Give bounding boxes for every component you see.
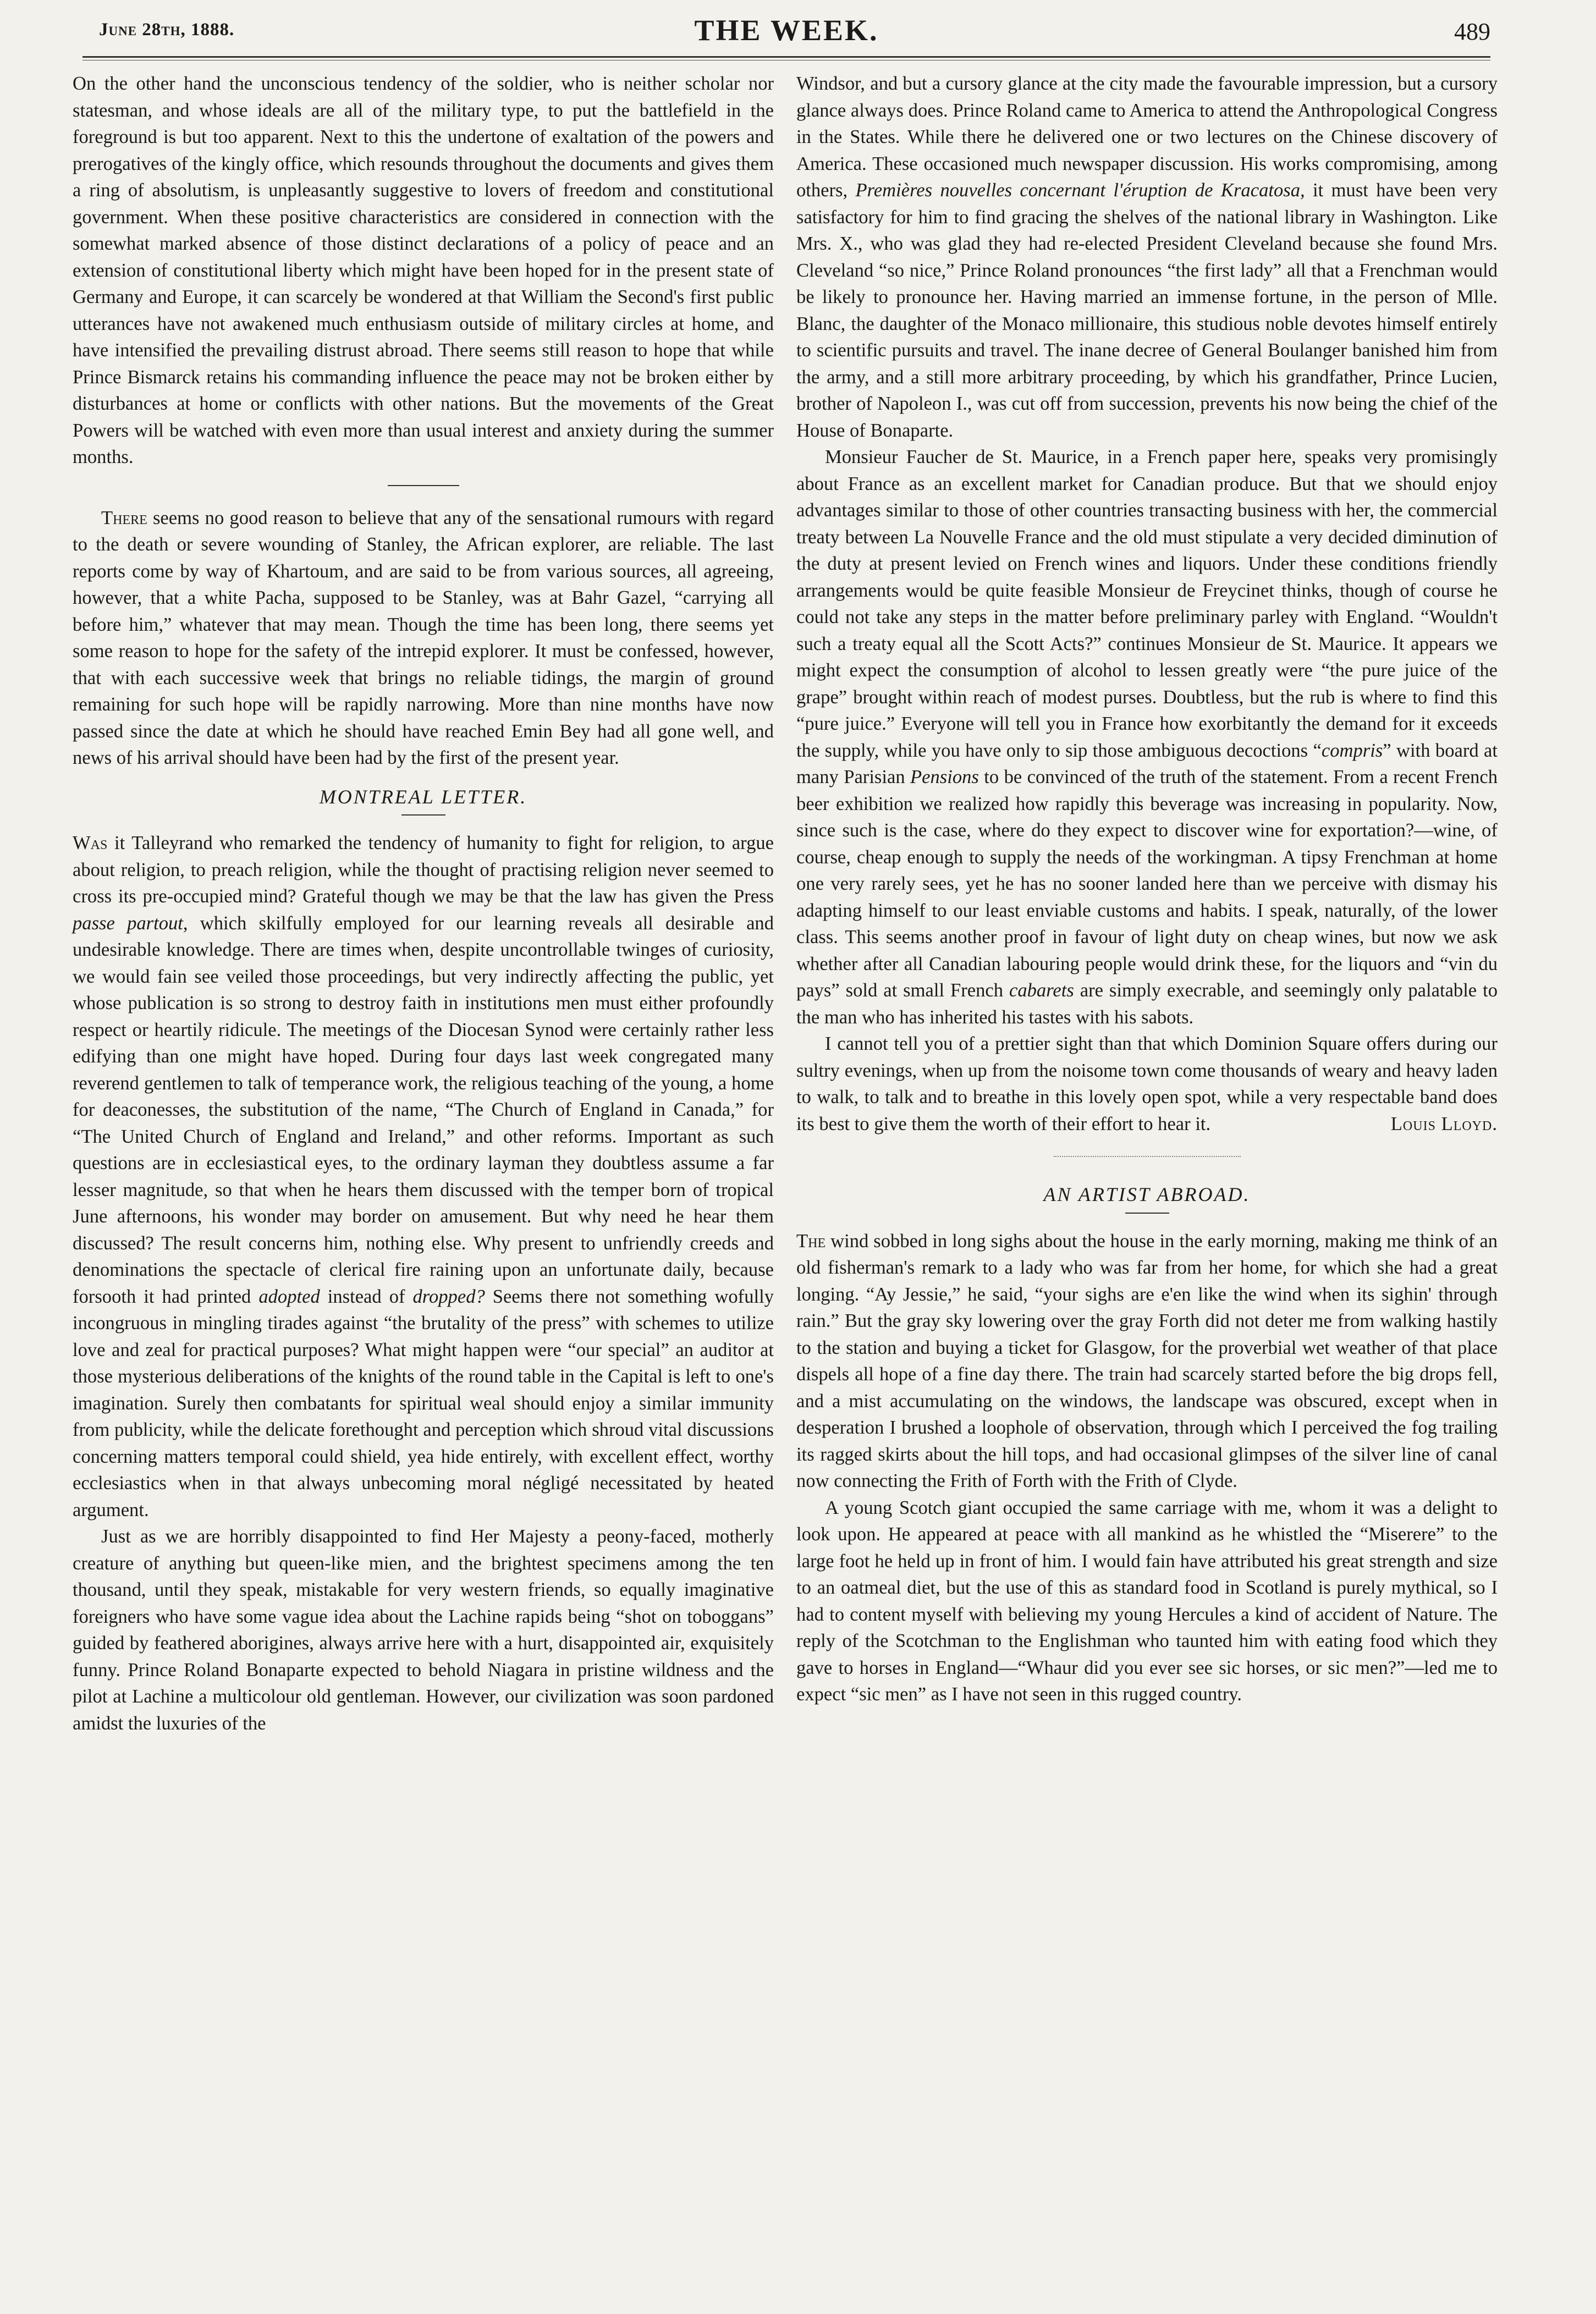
italic-text: compris — [1321, 740, 1383, 761]
paragraph-germany: On the other hand the unconscious tendency of the soldier, who is neither scholar nor statesman, and whose ideals are all of the military type, to put the battlefield in the foreground is but too apparent. Next to this the undertone of exaltation of the powers and prerogatives of the kingly office, which resounds throughout the documents and gives them a ring of absolutism, is unpleasantly suggestive to lovers of freedom and constitutional government. When these positive characteristics are considered in connection with the somewhat marked absence of those distinct declarations of a policy of peace and an extension of constitutional liberty which might have been hoped for in the present state of Germany and Europe, it can scarcely be wondered at that William the Second's first public utterances have not awakened much enthusiasm outside of military circles at home, and have intensified the prevailing distrust abroad. There seems still reason to hope that while Prince Bismarck retains his commanding influence the peace may not be broken either by disturbances at home or conflicts with other nations. But the movements of the Great Powers will be watched with even more than usual interest and anxiety during the summer months. — [73, 73, 774, 467]
author-signature: Louis Lloyd. — [1390, 1113, 1498, 1134]
paragraph-text: are simply execrable, and seemingly only palatable to the man who has inherited his tastes with his sabots. — [796, 980, 1498, 1028]
page-header — [82, 12, 1490, 56]
paragraph-text: it must have been very satisfactory for him to find gracing the shelves of the national library in Washington. Like Mrs. X., who was glad they had re-elected President Cleveland because she found Mrs. Cleveland “so nice,” Prince Roland pronounces “the first lady” all that a Frenchman would be likely to pronounce her. Having married an immense fortune, in the person of Mlle. Blanc, the daughter of the Monaco millionaire, this studious noble devotes himself entirely to scientific pursuits and travel. The inane decree of General Boulanger banished him from the army, and a still more arbitrary proceeding, by which his grandfather, Prince Lucien, brother of Napoleon I., was cut off from succession, prevents his now being the chief of the House of Bonaparte. — [796, 180, 1498, 441]
left-column — [73, 70, 774, 1737]
title-rule — [1125, 1213, 1169, 1214]
paragraph-synod — [73, 830, 774, 1523]
italic-text: passe partout — [73, 912, 183, 934]
dropcap-word: There — [101, 507, 147, 528]
paragraph-text: Seems there not something wofully incongruous in mingling tirades against “the brutality of the press” with schemes to utilize love and zeal for practical purposes? What might happen were “our special” an auditor at those mysterious deliberations of the knights of the round table in the Capital is left to one's imagination. Surely then combatants for spiritual weal should enjoy a similar immunity from publicity, while the delicate forethought and perception which shroud vital discussions concerning matters temporal could shield, yea hide entirely, with excellent effect, worthy ecclesiastics when in that always unbecoming moral négligé necessitated by heated argument. — [73, 1286, 774, 1520]
paragraph-prince-roland — [796, 70, 1498, 444]
paragraph-text: Monsieur Faucher de St. Maurice, in a French paper here, speaks very promisingly about France as an excellent market for Canadian produce. But that we should enjoy advantages similar to those of other countries transacting business with her, the commercial treaty between La Nouvelle France and the old must stipulate a very decided diminution of the duty at present levied on French wines and liquors. Under these conditions friendly arrangements would be quite feasible Monsieur de Freycinet thinks, though of course he could not take any steps in the matter before preliminary parley with England. “Wouldn't such a treaty equal all the Scott Acts?” continues Monsieur de St. Maurice. It appears we might expect the consumption of alcohol to lessen greatly were “the pure juice of the grape” brought within reach of modest purses. Doubtless, but the rub is where to find this “pure juice.” Everyone will tell you in France how exorbitantly the demand for it exceeds the supply, while you have only to sip those ambiguous decoctions “ — [796, 447, 1498, 761]
publication-title: THE WEEK. — [694, 14, 879, 47]
title-rule — [401, 814, 445, 816]
paragraph-text: seems no good reason to believe that any of the sensational rumours with regard to the death or severe wounding of Stanley, the African explorer, are reliable. The last reports come by way of Khartoum, and are said to be from various sources, all agreeing, however, that a white Pacha, supposed to be Stanley, was at Bahr Gazel, “carrying all before him,” whatever that may mean. Though the time has been long, there seems yet some reason to hope for the safety of the intrepid explorer. It must be confessed, however, that with each successive week that brings no reliable tidings, the margin of ground remaining for such hope will be rapidly narrowing. More than nine months have now passed since the date at which he should have reached Emin Bey had all gone well, and news of his arrival should have been had by the first of the present year. — [73, 507, 774, 768]
italic-text: cabarets — [1009, 980, 1074, 1001]
italic-text: adopted — [258, 1286, 320, 1307]
section-divider — [1054, 1156, 1241, 1157]
paragraph-text: , which skilfully employed for our learning reveals all desirable and undesirable knowledge. There are times when, despite uncontrollable twinges of curiosity, we would fain see veiled those proceedings, but very indirectly affecting the public, yet whose publication is so strong to destroy faith in institutions men must either profoundly respect or heartily ridicule. The meetings of the Diocesan Synod were certainly rather less edifying than one might have hoped. During four days last week congregated many reverend gentlemen to talk of temperance work, the religious teaching of the young, a home for deaconesses, the substitution of the name, “The Church of England in Canada,” for “The United Church of England and Ireland,” and other reforms. Important as such questions are in ecclesiastical eyes, to the ordinary layman they doubtless assume a far lesser magnitude, so that when he hears them discussed with the temper born of tropical June afternoons, his wonder may border on amusement. But why need he hear them discussed? The result concerns him, nothing else. Why present to unfriendly creeds and denominations the spectacle of clerical fire raining upon an unfortunate daily, because forsooth it had printed — [73, 912, 774, 1307]
paragraph-stanley — [73, 505, 774, 772]
paragraph-scotch-giant: A young Scotch giant occupied the same carriage with me, whom it was a delight to look upon. He appeared at peace with all mankind as he whistled the “Miserere” to the large foot he held up in front of him. I would fain have attributed his great strength and size to an oatmeal diet, but the use of this as standard food in Scotland is purely mythical, so I had to content myself with believing my young Hercules a kind of accident of Nature. The reply of the Scotchman to the Englishman who taunted him with eating food which they gave to horses in England—“Whaur did you ever see sic horses, or sic men?”—led me to expect “sic men” as I have not seen in this rugged country. — [796, 1497, 1498, 1705]
italic-text: dropped? — [412, 1286, 485, 1307]
section-divider — [388, 485, 459, 486]
italic-text: Pensions — [910, 767, 979, 787]
dropcap-word: Was — [73, 833, 108, 853]
issue-date: June 28th, 1888. — [99, 20, 235, 40]
right-column — [796, 70, 1498, 1708]
paragraph-text: to be convinced of the truth of the statement. From a recent French beer exhibition we realized how rapidly this beverage was increasing in popularity. Now, since such is the case, where do they expect to discover wine for exportation?—wine, of course, cheap enough to supply the needs of the workingman. A tipsy Frenchman at home one very rarely sees, yet he has no sooner landed here than we perceive with dismay his adapting himself to our least enviable customs and habits. I speak, naturally, of the lower class. This seems another proof in favour of light duty on cheap wines, but now we ask whether after all Canadian labouring people would drink these, for the liquors and “vin du pays” sold at small French — [796, 767, 1498, 1001]
paragraph-text: ” with board at many Parisian — [796, 740, 1498, 787]
paragraph-text: wind sobbed in long sighs about the house in the early morning, making me think of an old fisherman's remark to a lady who was far from her home, for which she had a great longing. “Ay Jessie,” he said, “your sighs are e'en like the wind when its sighin' through rain.” But the gray sky lowering over the gray Forth did not deter me from walking hastily to the station and buying a ticket for Glasgow, for the proverbial wet weather of that place dispels all hope of a fine day there. The train had scarcely started before the big drops fell, and a mist accumulating on the windows, the landscape was obscured, except when in desperation I brushed a loophole of observation, through which I perceived the fog trailing its ragged skirts about the hill tops, and had occasional glimpses of the silver line of canal now connecting the Frith of Forth with the Frith of Clyde. — [796, 1230, 1498, 1491]
paragraph-text: it Talleyrand who remarked the tendency of humanity to fight for religion, to argue about religion, to preach religion, while the thought of practising religion never seemed to cross its pre-occupied mind? Grateful though we may be that the law has given the Press — [73, 833, 774, 907]
paragraph-french-wines — [796, 444, 1498, 1031]
paragraph-text: instead of — [320, 1286, 413, 1307]
dropcap-word: The — [796, 1230, 826, 1252]
section-title-montreal-letter: MONTREAL LETTER. — [319, 785, 527, 808]
paragraph-glasgow-trip — [796, 1228, 1498, 1495]
section-title-artist-abroad: AN ARTIST ABROAD. — [1043, 1183, 1251, 1205]
paragraph-foreigners: Just as we are horribly disappointed to find Her Majesty a peony-faced, motherly creature of anything but queen-like mien, and the brightest specimens among the ten thousand, until they speak, mistakable for very western friends, so equally imaginative foreigners who have some vague idea about the Lachine rapids being “shot on toboggans” guided by feathered aborigines, always arrive here with a hurt, disappointed air, exquisitely funny. Prince Roland Bonaparte expected to behold Niagara in pristine wildness and the pilot at Lachine a multicolour old gentleman. However, our civilization was soon pardoned amidst the luxuries of the — [73, 1526, 774, 1734]
header-rule — [82, 56, 1490, 60]
italic-text: Premières nouvelles concernant l'éruption de Kracatosa, — [855, 180, 1305, 201]
paragraph-text: Windsor, and but a cursory glance at the city made the favourable impression, but a cursory glance always does. Prince Roland came to America to attend the Anthropological Congress in the States. While there he delivered one or two lectures on the Chinese discovery of America. These occasioned much newspaper discussion. His works compromising, among others, — [796, 73, 1498, 201]
page-number: 489 — [1454, 18, 1490, 45]
paragraph-dominion-square: I cannot tell you of a prettier sight than that which Dominion Square offers during our sultry evenings, when up from the noisome town come thousands of weary and heavy laden to walk, to talk and to breathe in this lovely open spot, while a very respectable band does its best to give them the worth of their effort to hear it. — [796, 1033, 1498, 1134]
